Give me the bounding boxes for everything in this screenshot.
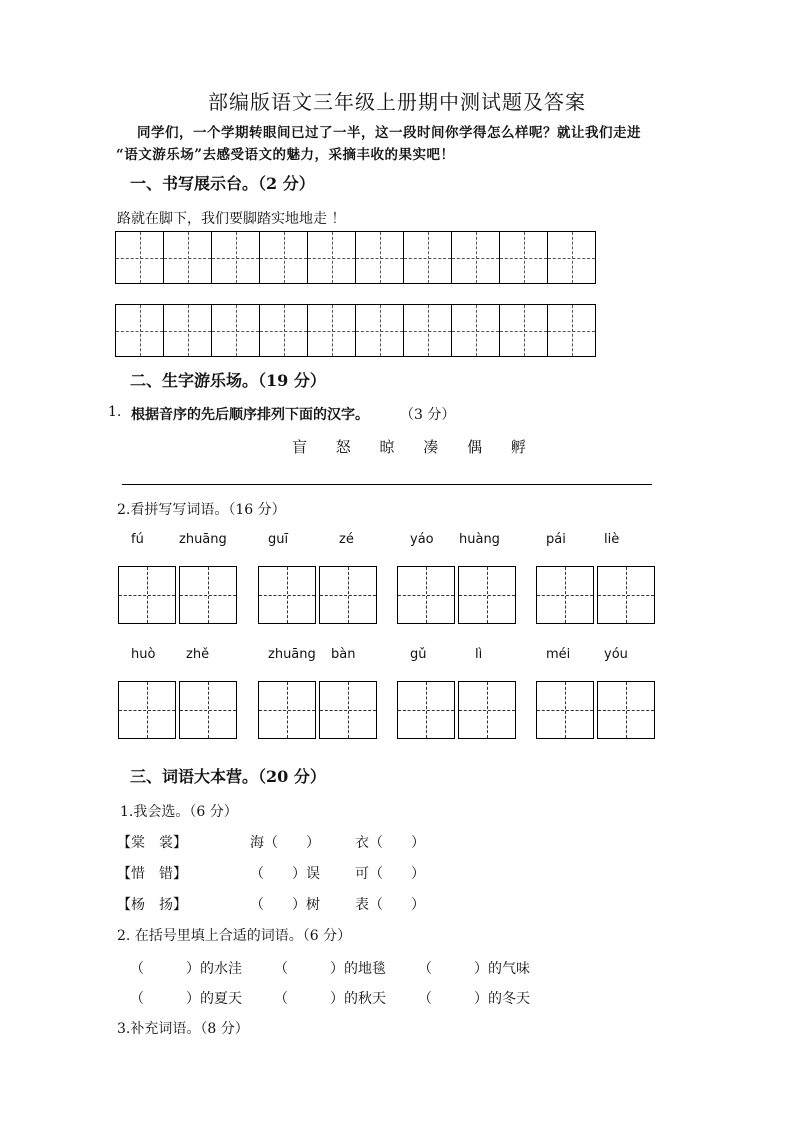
pinyin: lì (475, 647, 483, 662)
fill-blank[interactable]: （ ）的水洼 (130, 961, 242, 977)
choice-pair: 【棠 裳】 (117, 835, 187, 851)
writing-grid-row-2[interactable] (115, 304, 596, 357)
choice-pair: 【惜 错】 (117, 866, 187, 882)
character-box[interactable] (397, 681, 455, 739)
pinyin: huò (131, 647, 156, 662)
question-1-text: 根据音序的先后顺序排列下面的汉字。 (131, 407, 369, 423)
pinyin: huàng (459, 532, 500, 547)
character-box[interactable] (536, 566, 594, 624)
intro-line-2: “语文游乐场”去感受语文的魅力，采摘丰收的果实吧！ (116, 147, 455, 163)
fill-blank[interactable]: （ ）的冬天 (418, 991, 530, 1007)
section-1-heading: 一、书写展示台。（2 分） (130, 174, 315, 193)
choice-pair: 【杨 扬】 (117, 897, 187, 913)
page-title: 部编版语文三年级上册期中测试题及答案 (208, 90, 586, 114)
choice-blank[interactable]: 表（ ） (355, 897, 425, 913)
fill-blank[interactable]: （ ）的秋天 (274, 991, 386, 1007)
question-3-1-label: 1.我会选。（6 分） (120, 804, 238, 820)
pinyin: gǔ (410, 647, 427, 662)
character-box[interactable] (458, 566, 516, 624)
character-box[interactable] (397, 566, 455, 624)
fill-blank[interactable]: （ ）的气味 (418, 961, 530, 977)
character-box[interactable] (597, 566, 655, 624)
pinyin: liè (604, 532, 620, 547)
fill-blank[interactable]: （ ）的地毯 (274, 961, 386, 977)
pinyin: fú (131, 532, 144, 547)
question-number: 1. (108, 404, 122, 420)
pinyin: zhuāng (179, 532, 227, 547)
question-1-points: （3 分） (400, 407, 456, 423)
character-box[interactable] (319, 681, 377, 739)
question-2-label: 2.看拼写写词语。（16 分） (117, 502, 286, 518)
section-2-heading: 二、生字游乐场。（19 分） (130, 371, 326, 390)
choice-blank[interactable]: 衣（ ） (355, 835, 425, 851)
character-box[interactable] (179, 681, 237, 739)
section-3-heading: 三、词语大本营。（20 分） (130, 767, 326, 786)
answer-line[interactable] (122, 484, 652, 485)
character-box[interactable] (597, 681, 655, 739)
choice-blank[interactable]: 可（ ） (355, 866, 425, 882)
pinyin: yáo (410, 532, 434, 547)
character-box[interactable] (118, 681, 176, 739)
pinyin: zé (339, 532, 354, 547)
question-3-3-label: 3.补充词语。（8 分） (117, 1021, 249, 1037)
pinyin: yóu (604, 647, 628, 662)
pinyin: méi (546, 647, 571, 662)
choice-blank[interactable]: （ ）误 (250, 866, 320, 882)
question-3-2-label: 2. 在括号里填上合适的词语。（6 分） (117, 928, 352, 944)
character-box[interactable] (258, 681, 316, 739)
character-box[interactable] (118, 566, 176, 624)
pinyin: zhě (186, 647, 210, 662)
character-box[interactable] (458, 681, 516, 739)
fill-blank[interactable]: （ ）的夏天 (130, 991, 242, 1007)
pinyin: zhuāng (268, 647, 316, 662)
pinyin: pái (546, 532, 566, 547)
writing-grid-row-1[interactable] (115, 231, 596, 284)
intro-line-1: 同学们，一个学期转眼间已过了一半，这一段时间你学得怎么样呢？就让我们走进 (137, 125, 641, 141)
character-box[interactable] (319, 566, 377, 624)
pinyin: guī (268, 532, 289, 547)
characters-to-sort: 盲 怒 晾 凑 偶 孵 (292, 438, 538, 456)
handwriting-sentence: 路就在脚下，我们要脚踏实地地走 ！ (117, 211, 346, 227)
choice-blank[interactable]: （ ）树 (250, 897, 320, 913)
character-box[interactable] (258, 566, 316, 624)
pinyin: bàn (331, 647, 356, 662)
character-box[interactable] (536, 681, 594, 739)
choice-blank[interactable]: 海（ ） (250, 835, 320, 851)
character-box[interactable] (179, 566, 237, 624)
